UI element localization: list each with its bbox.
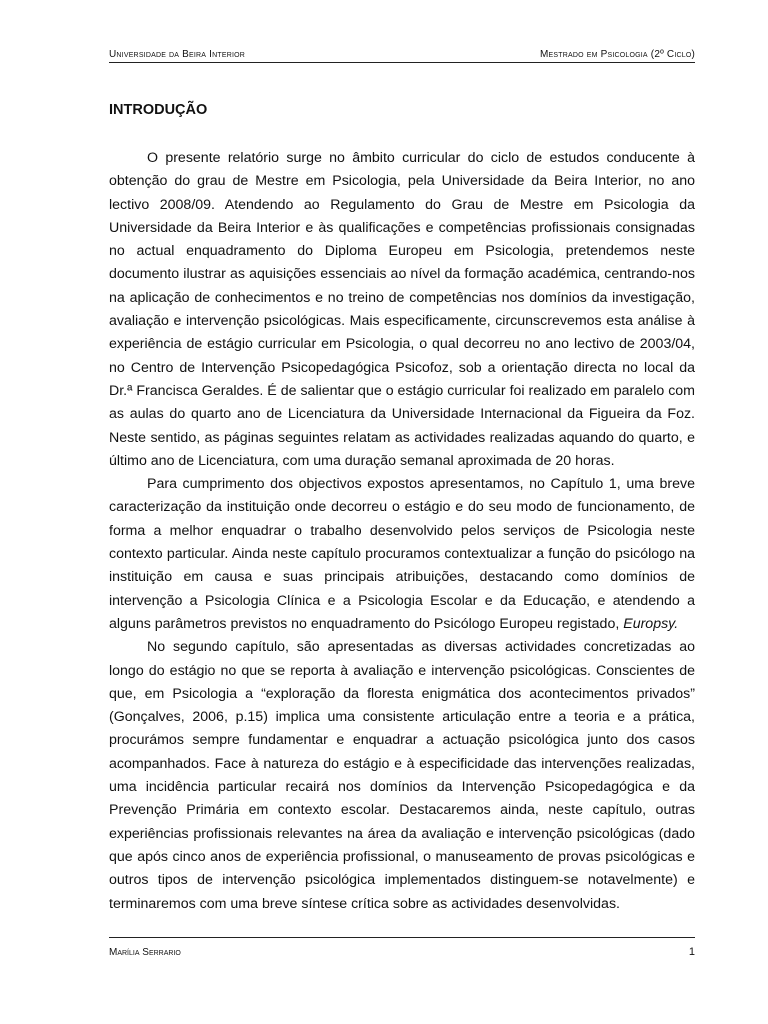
paragraph-2-text: Para cumprimento dos objectivos expostos apresentamos, no Capítulo 1, uma breve caracterização da instituição onde decorreu o estágio e do seu modo de funcionamento, de forma a melhor enquadrar o trabalho desenvolvido pelos serviços de Psicologia neste contexto particular. Ainda neste capítulo procuramos contextualizar a função do psicólogo na instituição em causa e suas principais atribuições, destacando como domínios de intervenção a Psicologia Clínica e a Psicologia Escolar e da Educação, e atendendo a alguns parâmetros previstos no enquadramento do Psicólogo Europeu registado, [109,476,695,632]
footer-author: Marília Serrario [109,946,181,958]
header-course: Mestrado em Psicologia (2º Ciclo) [540,49,695,60]
footer-divider [109,937,695,938]
section-title: INTRODUÇÃO [109,102,208,118]
paragraph-1: O presente relatório surge no âmbito curricular do ciclo de estudos conducente à obtenção do grau de Mestre em Psicologia, pela Universidade da Beira Interior, no ano lectivo 2008/09. Atendendo ao Regulamento do Grau de Mestre em Psicologia da Universidade da Beira Interior e às qualificações e competências profissionais consignadas no actual enquadramento do Diploma Europeu em Psicologia, pretendemos neste documento ilustrar as aquisições essenciais ao nível da formação académica, centrando-nos na aplicação de conhecimentos e no treino de competências nos domínios da investigação, avaliação e intervenção psicológicas. Mais especificamente, circunscrevemos esta análise à experiência de estágio curricular em Psicologia, o qual decorreu no ano lectivo de 2003/04, no Centro de Intervenção Psicopedagógica Psicofoz, sob a orientação directa no local da Dr.ª Francisca Geraldes. É de salientar que o estágio curricular foi realizado em paralelo com as aulas do quarto ano de Licenciatura da Universidade Internacional da Figueira da Foz. Neste sentido, as páginas seguintes relatam as actividades realizadas aquando do quarto, e último ano de Licenciatura, com uma duração semanal aproximada de 20 horas. [109,150,695,469]
paragraph-3: No segundo capítulo, são apresentadas as diversas actividades concretizadas ao longo do estágio no que se reporta à avaliação e intervenção psicológicas. Conscientes de que, em Psicologia a “exploração da floresta enigmática dos acontecimentos privados” (Gonçalves, 2006, p.15) implica uma consistente articulação entre a teoria e a prática, procurámos sempre fundamentar e enquadrar a actuação psicológica junto dos casos acompanhados. Face à natureza do estágio e à especificidade das intervenções realizadas, uma incidência particular recairá nos domínios da Intervenção Psicopedagógica e da Prevenção Primária em contexto escolar. Destacaremos ainda, neste capítulo, outras experiências profissionais relevantes na área da avaliação e intervenção psicológicas (dado que após cinco anos de experiência profissional, o manuseamento de provas psicológicas e outros tipos de intervenção psicológica implementados distinguem-se notavelmente) e terminaremos com uma breve síntese crítica sobre as actividades desenvolvidas. [109,639,695,912]
page-footer [109,942,695,962]
europsy-term: Europsy. [623,615,679,632]
body-text [109,147,695,916]
header-divider [109,62,695,63]
paragraph-2 [109,473,695,636]
page-number: 1 [688,946,695,958]
page-header [109,40,695,60]
header-institution: Universidade da Beira Interior [109,49,246,60]
